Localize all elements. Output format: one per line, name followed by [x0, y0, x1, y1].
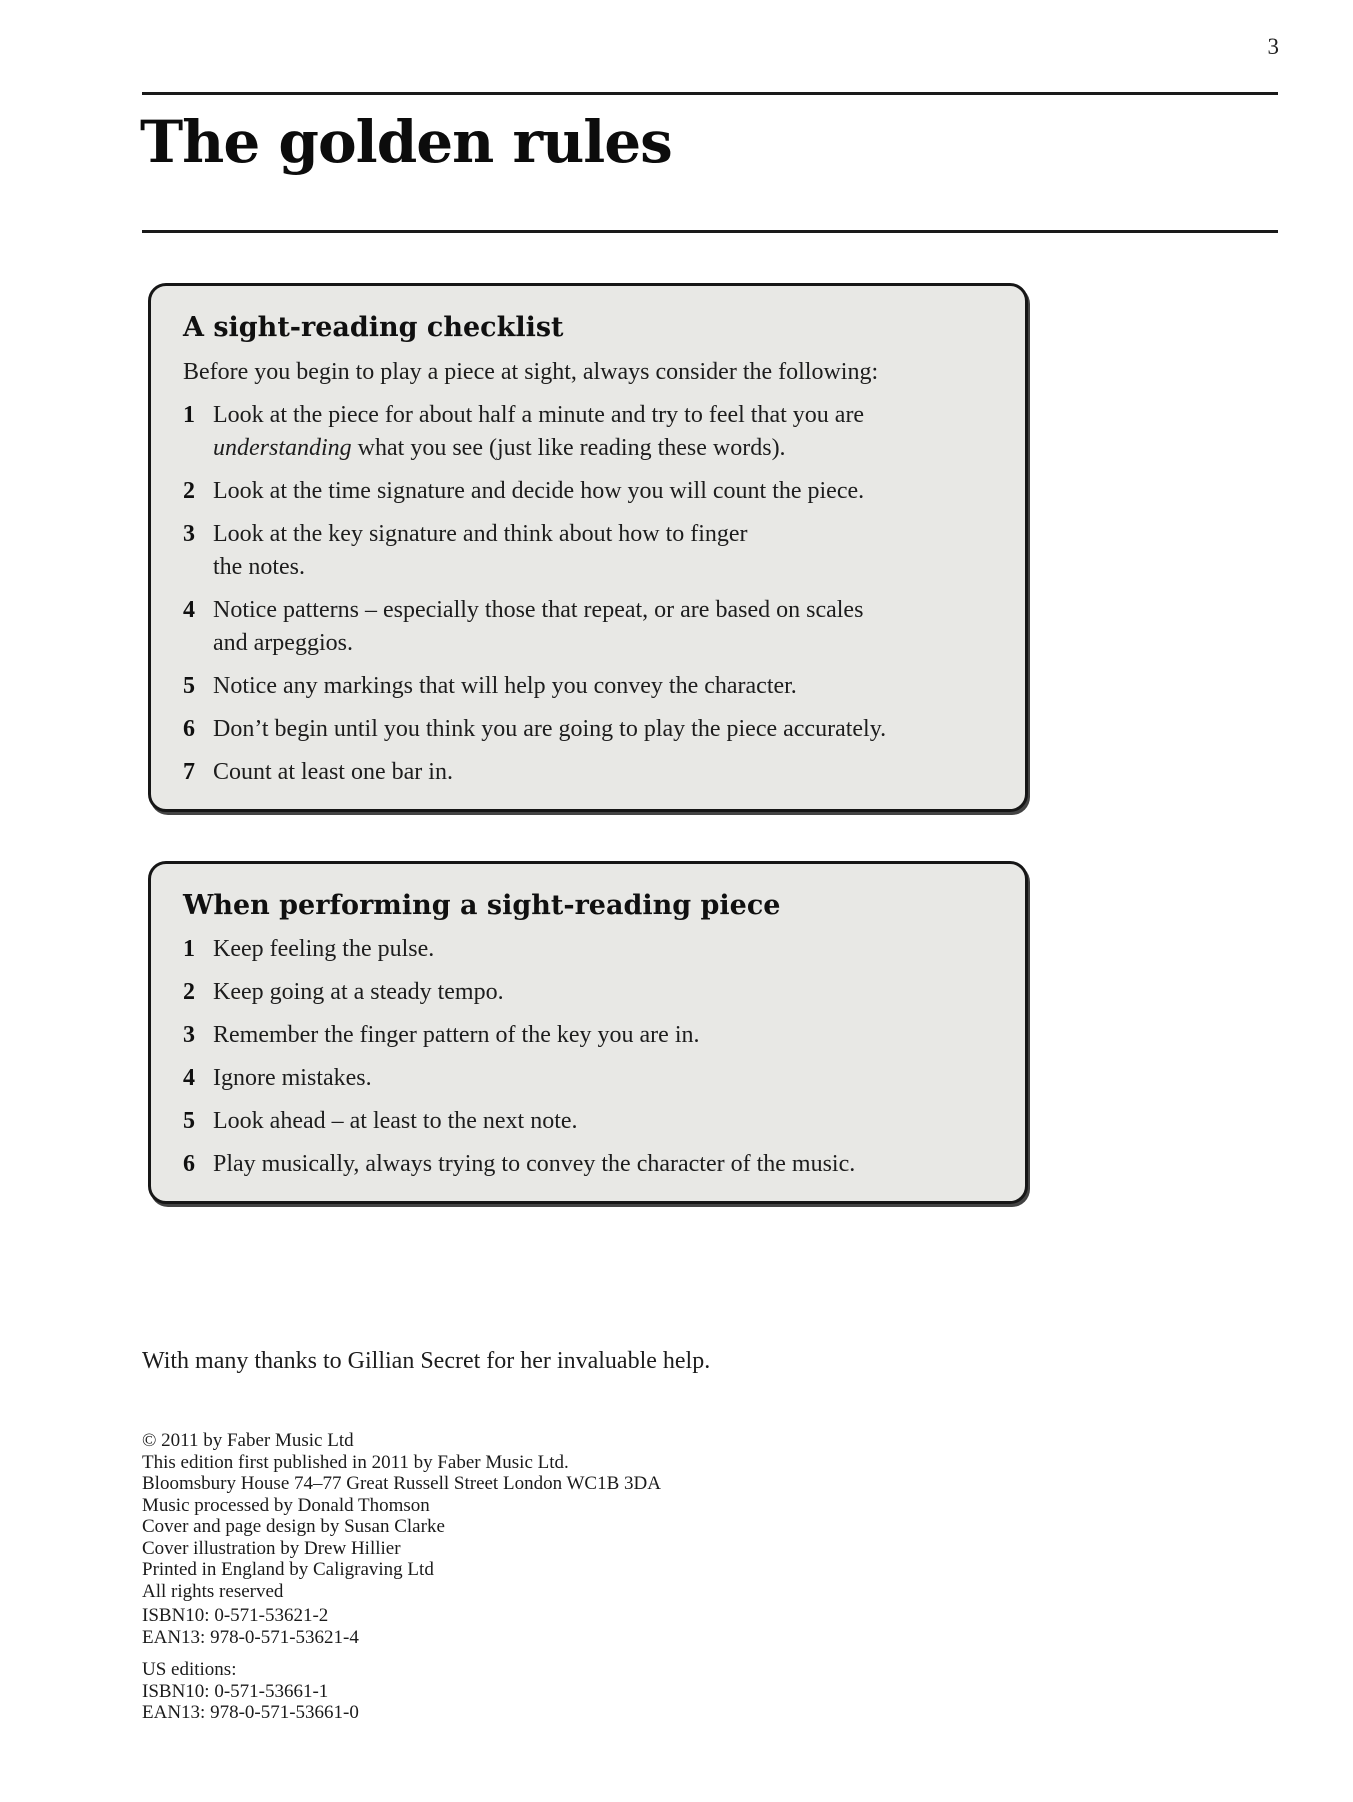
item-text: Ignore mistakes. [213, 1065, 372, 1091]
acknowledgement-line: With many thanks to Gillian Secret for her invaluable help. [142, 1348, 711, 1374]
title-rule [142, 230, 1278, 233]
item-text: Keep feeling the pulse. [213, 936, 435, 962]
copyright-credits [142, 1430, 661, 1602]
item-number: 1 [183, 402, 195, 428]
item-text: Keep going at a steady tempo. [213, 979, 504, 1005]
checklist-item-5 [183, 670, 1001, 703]
checklist-item-7 [183, 756, 1001, 789]
ean-line: EAN13: 978-0-571-53661-0 [142, 1702, 359, 1723]
item-line: Notice patterns – especially those that repeat, or are based on scales [213, 597, 864, 623]
item-text [213, 594, 863, 660]
credit-line: Cover and page design by Susan Clarke [142, 1516, 445, 1537]
item-text: Look ahead – at least to the next note. [213, 1108, 578, 1134]
credit-line: All rights reserved [142, 1580, 284, 1602]
item-text: Remember the finger pattern of the key you are in. [213, 1022, 700, 1048]
item-number: 4 [183, 1065, 195, 1091]
item-line: what you see (just like reading these words). [351, 435, 786, 461]
item-number: 5 [183, 673, 195, 699]
checklist-item-4 [183, 594, 1001, 660]
item-line: Look at the piece for about half a minute and try to feel that you are [213, 402, 865, 428]
item-line: and arpeggios. [213, 630, 353, 656]
performing-heading: When performing a sight-reading piece [183, 890, 781, 921]
item-number: 6 [183, 1151, 195, 1177]
item-text: Play musically, always trying to convey the character of the music. [213, 1151, 856, 1177]
performing-item-5 [183, 1105, 1001, 1138]
item-number: 1 [183, 936, 195, 962]
item-text: Don’t begin until you think you are going to play the piece accurately. [213, 716, 887, 742]
us-editions-block [142, 1659, 359, 1724]
credit-line: Printed in England by Caligraving Ltd [142, 1559, 434, 1580]
item-number: 5 [183, 1108, 195, 1134]
checklist-item-1 [183, 399, 1001, 465]
item-text: Notice any markings that will help you convey the character. [213, 673, 797, 699]
checklist-item-6 [183, 713, 1001, 746]
credit-line: Music processed by Donald Thomson [142, 1494, 430, 1516]
item-number: 6 [183, 716, 195, 742]
item-number: 2 [183, 979, 195, 1005]
performing-item-1 [183, 933, 1001, 966]
item-text [213, 518, 748, 584]
credit-line: Bloomsbury House 74–77 Great Russell Street London WC1B 3DA [142, 1473, 661, 1494]
performing-box [148, 861, 1028, 1204]
us-editions-label: US editions: [142, 1659, 237, 1680]
item-number: 2 [183, 478, 195, 504]
isbn-line: ISBN10: 0-571-53621-2 [142, 1605, 329, 1626]
sight-reading-checklist-box [148, 283, 1028, 812]
performing-item-4 [183, 1062, 1001, 1095]
ean-line: EAN13: 978-0-571-53621-4 [142, 1626, 359, 1648]
item-number: 3 [183, 1022, 195, 1048]
credit-line: Cover illustration by Drew Hillier [142, 1537, 401, 1559]
isbn-line: ISBN10: 0-571-53661-1 [142, 1680, 329, 1702]
performing-item-6 [183, 1148, 1001, 1181]
top-rule [142, 92, 1278, 95]
credit-line: © 2011 by Faber Music Ltd [142, 1430, 354, 1451]
checklist-heading: A sight-reading checklist [183, 312, 564, 343]
credit-line: This edition first published in 2011 by Faber Music Ltd. [142, 1451, 569, 1473]
page-number: 3 [1267, 34, 1279, 59]
checklist-item-2 [183, 475, 1001, 508]
item-number: 7 [183, 759, 195, 785]
item-text [213, 399, 864, 465]
performing-item-2 [183, 976, 1001, 1009]
isbn-block [142, 1605, 359, 1648]
item-text: Look at the time signature and decide how you will count the piece. [213, 478, 865, 504]
item-text: Count at least one bar in. [213, 759, 453, 785]
item-italic-word: understanding [213, 435, 352, 461]
item-number: 4 [183, 597, 195, 623]
item-number: 3 [183, 521, 195, 547]
item-line: Look at the key signature and think about how to finger [213, 521, 748, 547]
item-line: the notes. [213, 554, 305, 580]
checklist-intro: Before you begin to play a piece at sight, always consider the following: [183, 359, 879, 385]
checklist-item-3 [183, 518, 1001, 584]
performing-item-3 [183, 1019, 1001, 1052]
page-title: The golden rules [140, 108, 672, 176]
